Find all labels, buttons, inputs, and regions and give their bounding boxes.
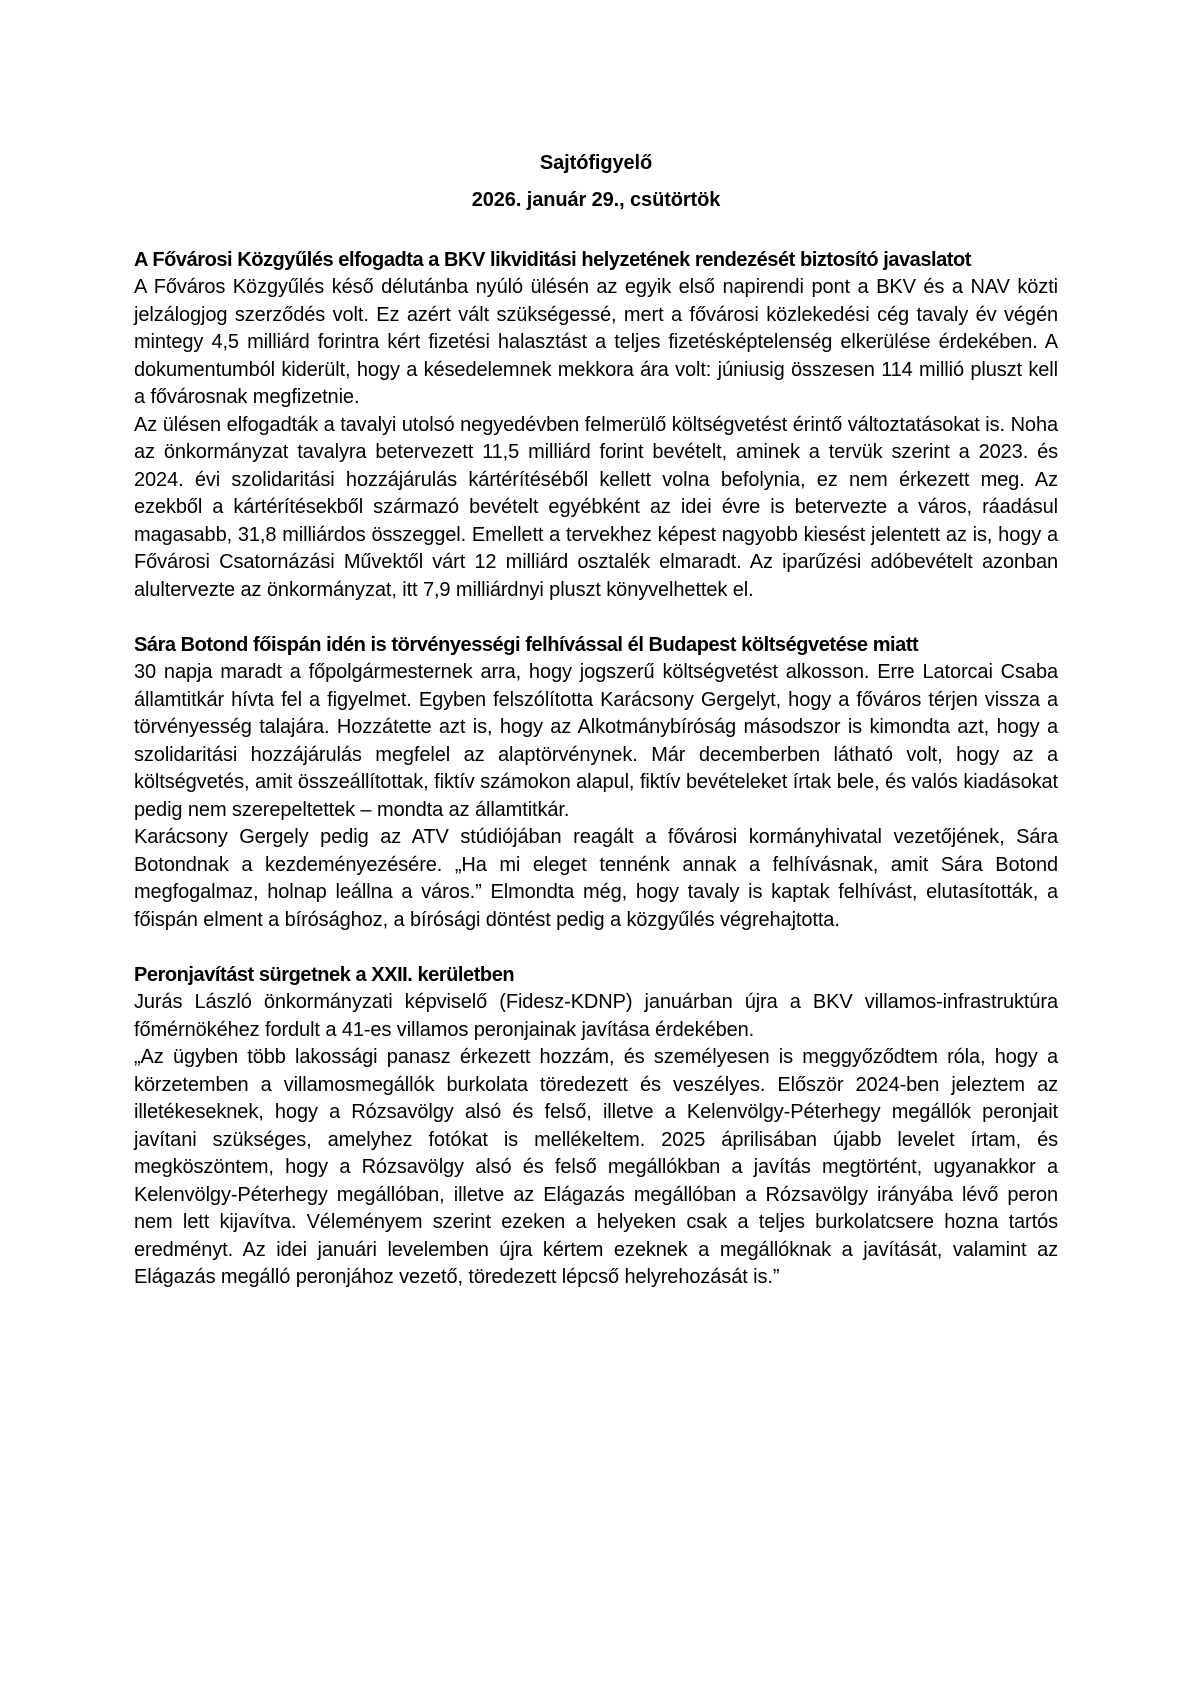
doc-header xyxy=(134,145,1058,219)
section-peronjavitas xyxy=(134,962,1058,1292)
section-heading: Peronjavítást sürgetnek a XXII. kerületben xyxy=(134,963,515,986)
doc-date: 2026. január 29., csütörtök xyxy=(471,189,721,211)
section-bkv-likviditas xyxy=(134,247,1058,605)
doc-title: Sajtófigyelő xyxy=(539,152,653,174)
section-heading: A Fővárosi Közgyűlés elfogadta a BKV likviditási helyzetének rendezését biztosító javaslatot xyxy=(134,248,971,271)
paragraph: 30 napja maradt a főpolgármesternek arra, hogy jogszerű költségvetést alkosson. Erre Latorcai Csaba államtitkár hívta fel a figyelmet. Egyben felszólította Karácsony Gergelyt, hogy a főváros térjen vissza a törvényesség talajára. Hozzátette azt is, hogy az Alkotmánybíróság másodszor is kimondta azt, hogy a szolidaritási hozzájárulás megfelel az alaptörvénynek. Már decemberben látható volt, hogy az a költségvetés, amit összeállítottak, fiktív számokon alapul, fiktív bevételeket írtak bele, és valós kiadásokat pedig nem szerepeltettek – mondta az államtitkár. xyxy=(134,661,1058,821)
section-heading: Sára Botond főispán idén is törvényességi felhívással él Budapest költségvetése miatt xyxy=(134,633,919,656)
section-sara-botond xyxy=(134,632,1058,935)
paragraph: A Főváros Közgyűlés késő délutánba nyúló ülésén az egyik első napirendi pont a BKV és a NAV közti jelzálogjog szerződés volt. Ez azért vált szükségessé, mert a fővárosi közlekedési cég tavaly év végén mintegy 4,5 milliárd forintra kért fizetési halasztást a teljes fizetésképtelenség elkerülése érdekében. A dokumentumból kiderült, hogy a késedelemnek mekkora ára volt: júniusig összesen 114 millió pluszt kell a fővárosnak megfizetnie. xyxy=(134,276,1058,408)
paragraph: „Az ügyben több lakossági panasz érkezett hozzám, és személyesen is meggyőződtem róla, hogy a körzetemben a villamosmegállók burkolata töredezett és veszélyes. Először 2024-ben jeleztem az illetékeseknek, hogy a Rózsavölgy alsó és felső, illetve a Kelenvölgy-Péterhegy megállók peronjait javítani szükséges, amelyhez fotókat is mellékeltem. 2025 áprilisában újabb levelet írtam, és megköszöntem, hogy a Rózsavölgy alsó és felső megállókban a javítás megtörtént, ugyanakkor a Kelenvölgy-Péterhegy megállóban, illetve az Elágazás megállóban a Rózsavölgy irányába lévő peron nem lett kijavítva. Véleményem szerint ezeken a helyeken csak a teljes burkolatcsere hozna tartós eredményt. Az idei januári levelemben újra kértem ezeknek a megállóknak a javítását, valamint az Elágazás megálló peronjához vezető, töredezett lépcső helyrehozását is.” xyxy=(134,1046,1058,1288)
paragraph: Jurás László önkormányzati képviselő (Fidesz-KDNP) januárban újra a BKV villamos-infrastruktúra főmérnökéhez fordult a 41-es villamos peronjainak javítása érdekében. xyxy=(134,991,1058,1041)
paragraph: Karácsony Gergely pedig az ATV stúdiójában reagált a fővárosi kormányhivatal vezetőjének, Sára Botondnak a kezdeményezésére. „Ha mi eleget tennénk annak a felhívásnak, amit Sára Botond megfogalmaz, holnap leállna a város.” Elmondta még, hogy tavaly is kaptak felhívást, elutasították, a főispán elment a bírósághoz, a bírósági döntést pedig a közgyűlés végrehajtotta. xyxy=(134,826,1058,931)
paragraph: Az ülésen elfogadták a tavalyi utolsó negyedévben felmerülő költségvetést érintő változtatásokat is. Noha az önkormányzat tavalyra betervezett 11,5 milliárd forint bevételt, aminek a tervük szerint a 2023. és 2024. évi szolidaritási hozzájárulás kártérítéséből kellett volna befolynia, ez nem érkezett meg. Az ezekből a kártérítésekből származó bevételt egyébként az idei évre is betervezte a város, ráadásul magasabb, 31,8 milliárdos összeggel. Emellett a tervekhez képest nagyobb kiesést jelentett az is, hogy a Fővárosi Csatornázási Művektől várt 12 milliárd osztalék elmaradt. Az iparűzési adóbevételt azonban alultervezte az önkormányzat, itt 7,9 milliárdnyi pluszt könyvelhettek el. xyxy=(134,413,1058,601)
